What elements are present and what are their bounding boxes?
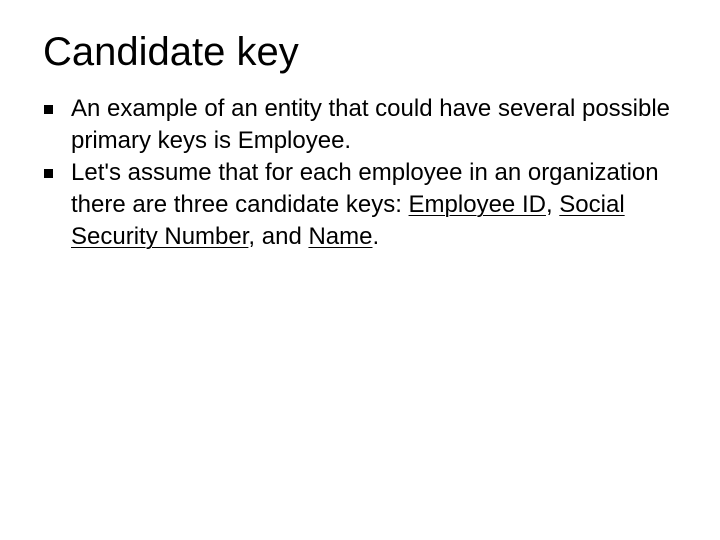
- separator-text: ,: [545, 191, 560, 218]
- end-punctuation: .: [372, 223, 380, 250]
- separator-text: , and: [248, 223, 309, 250]
- square-bullet-icon: [44, 169, 53, 178]
- slide-title: Candidate key: [43, 30, 299, 74]
- candidate-key-ssn: Social Security Number: [71, 191, 625, 250]
- bullet-list: [44, 93, 684, 253]
- bullet-intro-text: Let's assume that for each employee in an organization there are three candidate keys:: [71, 159, 659, 218]
- bullet-text: [71, 159, 659, 250]
- bullet-text: An example of an entity that could have several possible primary keys is Employee.: [71, 95, 671, 154]
- candidate-key-name: Name: [308, 223, 373, 250]
- bullet-item-employee-example: [44, 93, 684, 157]
- bullet-item-candidate-keys: [44, 157, 684, 253]
- candidate-key-employee-id: Employee ID: [408, 191, 546, 218]
- square-bullet-icon: [44, 105, 53, 114]
